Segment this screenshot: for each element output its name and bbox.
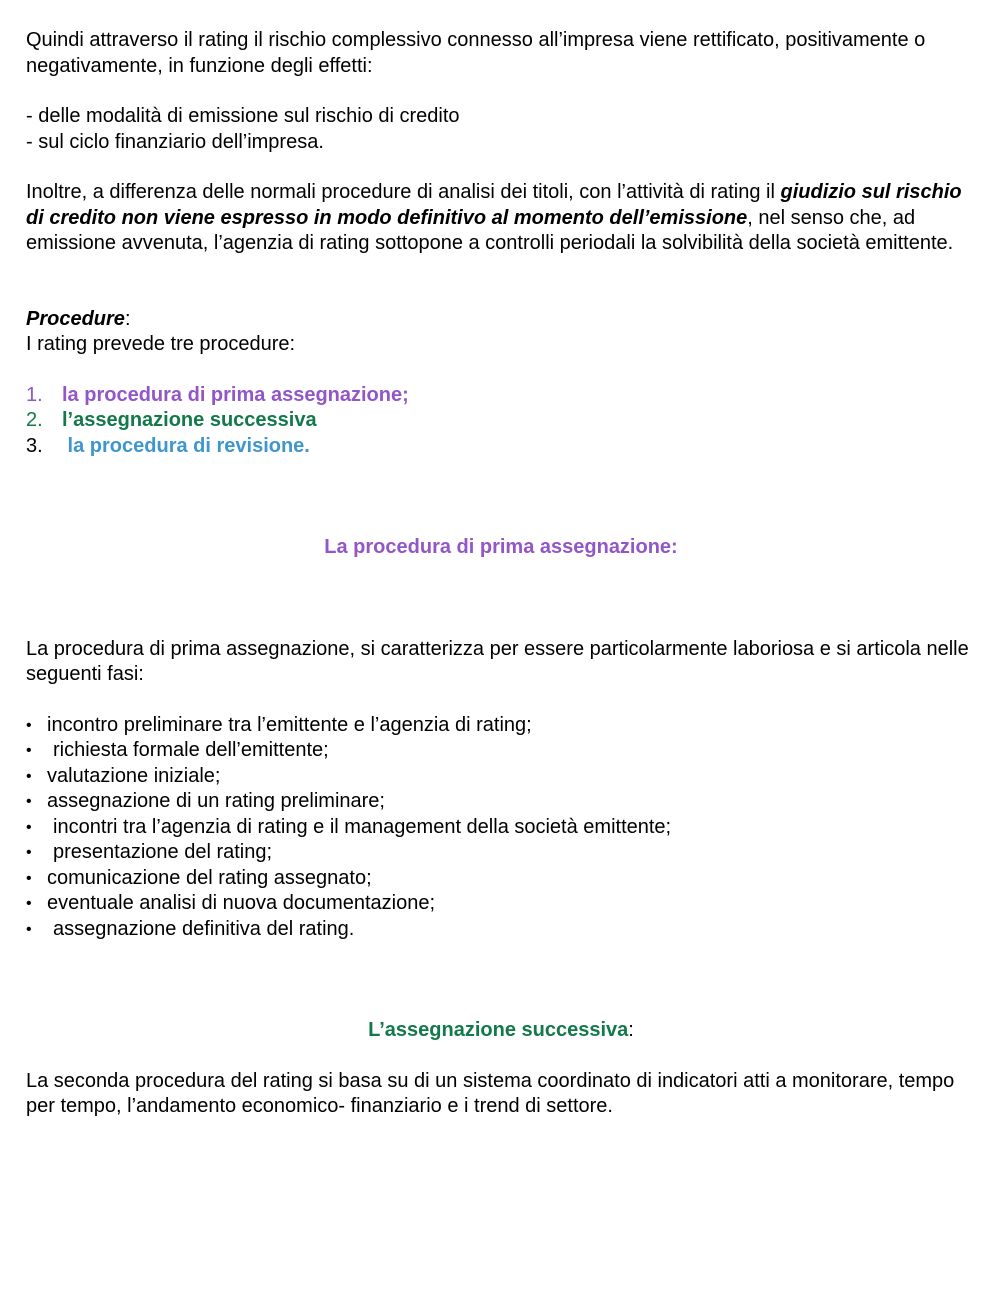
section-heading-colon: : [628,1019,634,1041]
procedure-text-1: la procedura di prima assegnazione; [62,383,409,406]
section-heading-prima-assegnazione: La procedura di prima assegnazione: [324,536,678,558]
phases-list [26,713,976,943]
intro-paragraph: Quindi attraverso il rating il rischio complessivo connesso all’impresa viene rettificato, positivamente o negativamente, in funzione degli effetti: [26,29,926,77]
phase-text: richiesta formale dell’emittente; [53,739,329,761]
rating-paragraph-end: , nel senso che, ad emissione avvenuta, l’agenzia di rating sottopone a controlli periodali la solvibilità della società emittente. [26,206,954,254]
section-heading-assegnazione-successiva [26,1018,976,1044]
bullet-icon: • [26,793,32,810]
list-item [26,789,976,815]
section-heading-assegnazione-successiva-text: L’assegnazione successiva [368,1019,629,1041]
document-page [26,28,976,1120]
phase-text: incontro preliminare tra l’emittente e l’agenzia di rating; [47,713,532,736]
phase-text: assegnazione definitiva del rating. [53,917,355,940]
effect-item-2: - sul ciclo finanziario dell’impresa. [26,130,324,153]
procedures-list [26,383,976,460]
procedure-item-1 [26,383,976,409]
procedure-number-2: 2. [26,409,43,431]
procedure-text-3: la procedura di revisione. [62,434,310,457]
list-item [26,815,976,841]
procedure-number-3: 3. [26,434,43,457]
assegnazione-successiva-paragraph: La seconda procedura del rating si basa su di un sistema coordinato di indicatori atti a monitorare, tempo per tempo, l’andamento economico- finanziario e i trend di settore. [26,1069,955,1117]
bullet-icon: • [26,844,32,861]
list-item [26,840,976,866]
rating-paragraph-emphasis: giudizio sul rischio di credito non viene espresso in modo definitivo al momento dell’emissione [26,181,962,229]
procedures-label: Procedure [26,307,125,330]
list-item [26,891,976,917]
phase-text: presentazione del rating; [53,841,273,863]
phase-text: incontri tra l’agenzia di rating e il management della società emittente; [53,815,672,838]
phase-text: eventuale analisi di nuova documentazione; [47,892,436,914]
list-item [26,866,976,892]
prima-assegnazione-paragraph: La procedura di prima assegnazione, si caratterizza per essere particolarmente laboriosa e si articola nelle seguenti fasi: [26,637,969,685]
list-item [26,738,976,764]
procedures-label-line [26,307,976,333]
bullet-icon: • [26,767,32,785]
bullet-icon: • [26,869,32,887]
rating-paragraph-start: Inoltre, a differenza delle normali procedure di analisi dei titoli, con l’attività di rating il [26,181,781,203]
bullet-icon: • [26,818,32,836]
bullet-icon: • [26,716,32,734]
bullet-icon: • [26,742,32,759]
phase-text: comunicazione del rating assegnato; [47,866,372,889]
procedure-item-3 [26,434,976,460]
list-item [26,764,976,790]
list-item [26,917,976,943]
list-item [26,713,976,739]
phase-text: valutazione iniziale; [47,764,221,787]
procedure-number-1: 1. [26,383,43,406]
procedures-colon: : [124,307,131,330]
procedure-text-2: l’assegnazione successiva [62,409,317,431]
rating-paragraph [26,180,976,257]
effect-item-1: - delle modalità di emissione sul rischio di credito [26,105,460,127]
procedure-item-2 [26,408,976,434]
procedures-lead: I rating prevede tre procedure: [26,333,296,355]
bullet-icon: • [26,920,32,938]
phase-text: assegnazione di un rating preliminare; [47,790,385,812]
bullet-icon: • [26,895,32,912]
